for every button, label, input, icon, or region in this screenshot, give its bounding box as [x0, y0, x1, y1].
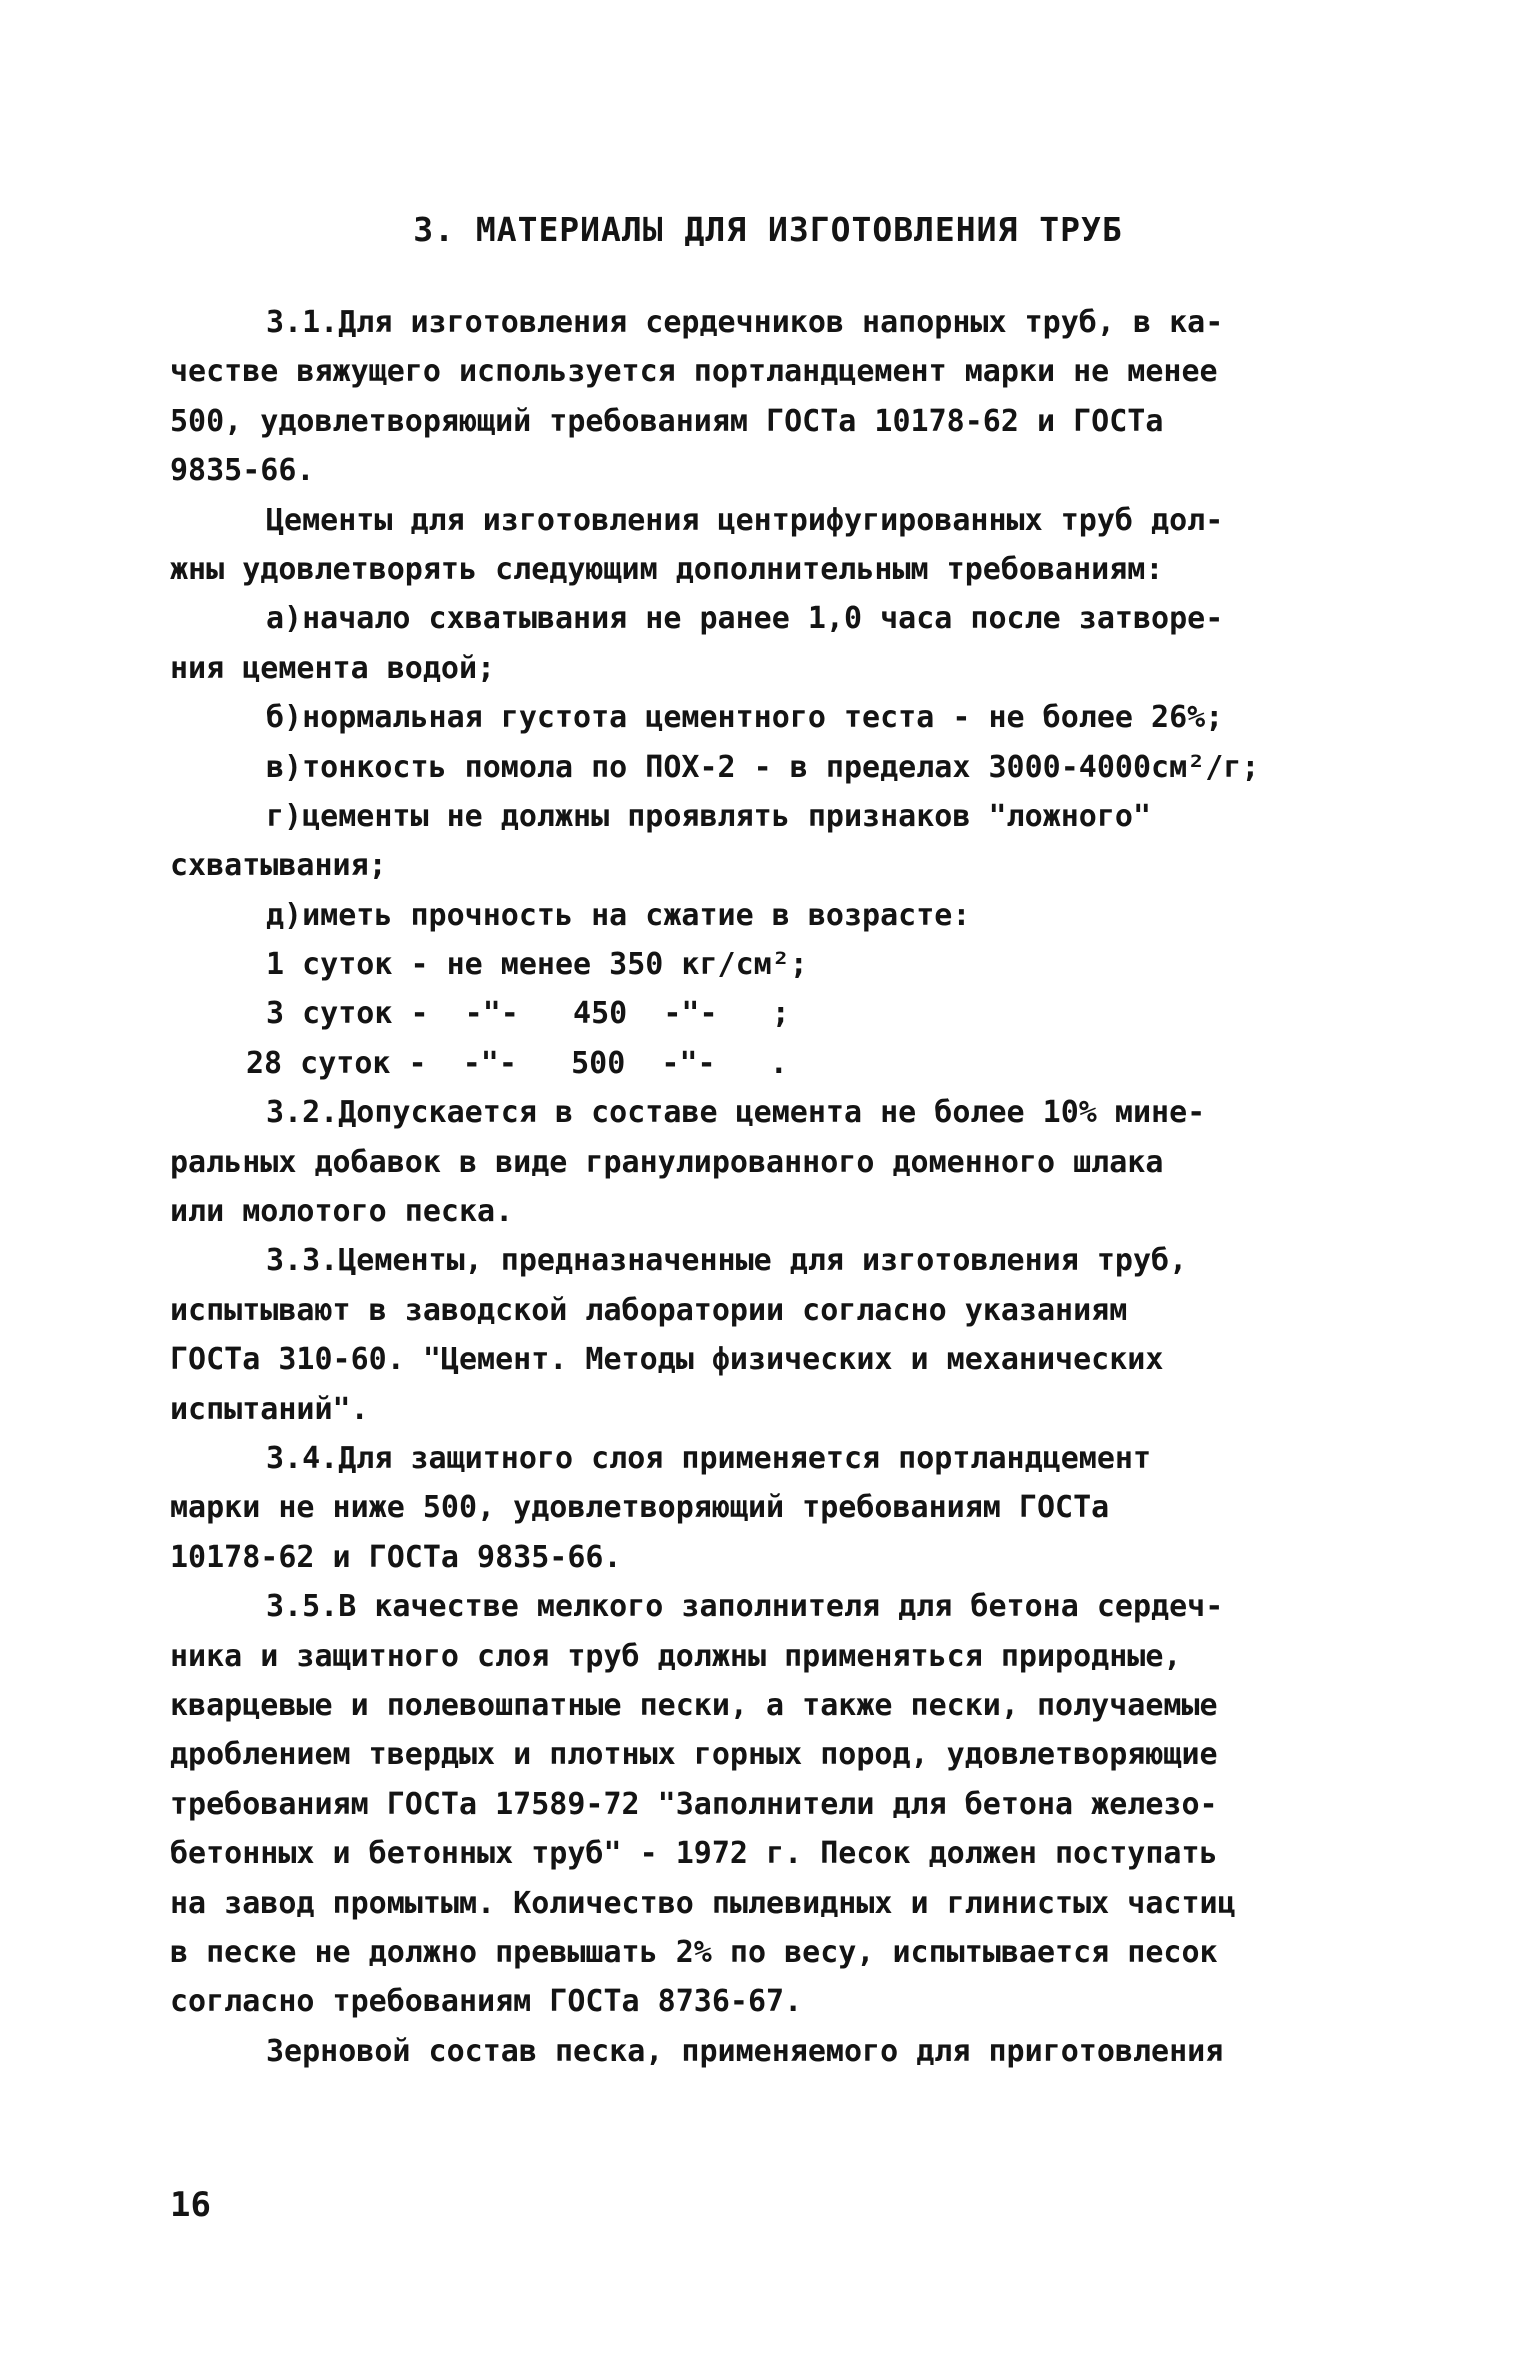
text-line: в песке не должно превышать 2% по весу, испытывается песок — [170, 1934, 1218, 1970]
text-line: 3.3.Цементы, предназначенные для изготовления труб, — [266, 1243, 1188, 1279]
body-text — [170, 298, 1370, 2076]
text-line: а)начало схватывания не ранее 1,0 часа после затворе- — [266, 601, 1224, 637]
page-number: 16 — [170, 2185, 211, 2225]
text-line: Цементы для изготовления центрифугированных труб дол- — [266, 502, 1224, 538]
text-line: схватывания; — [170, 848, 387, 884]
section-title: 3. МАТЕРИАЛЫ ДЛЯ ИЗГОТОВЛЕНИЯ ТРУБ — [413, 210, 1123, 249]
text-line: испытаний". — [170, 1391, 369, 1427]
text-line: или молотого песка. — [170, 1194, 514, 1230]
text-line: ральных добавок в виде гранулированного доменного шлака — [170, 1144, 1164, 1180]
text-line: 1 суток - не менее 350 кг/см²; — [266, 947, 808, 983]
text-line: в)тонкость помола по ПОХ-2 - в пределах 3000-4000см²/г; — [266, 749, 1260, 785]
text-line: 3 суток - -"- 450 -"- ; — [266, 996, 790, 1032]
text-line: ния цемента водой; — [170, 650, 496, 686]
text-line: марки не ниже 500, удовлетворяющий требованиям ГОСТа — [170, 1490, 1110, 1526]
text-line: дроблением твердых и плотных горных пород, удовлетворяющие — [170, 1737, 1218, 1773]
text-line: 9835-66. — [170, 453, 315, 489]
text-line: 3.5.В качестве мелкого заполнителя для бетона сердеч- — [266, 1589, 1224, 1625]
text-line: д)иметь прочность на сжатие в возрасте: — [266, 897, 971, 933]
text-line: на завод промытым. Количество пылевидных и глинистых частиц — [170, 1885, 1236, 1921]
text-line: Зерновой состав песка, применяемого для приготовления — [266, 2033, 1224, 2069]
text-line: б)нормальная густота цементного теста - не более 26%; — [266, 700, 1224, 736]
text-line: 10178-62 и ГОСТа 9835-66. — [170, 1539, 622, 1575]
text-line: испытывают в заводской лаборатории согласно указаниям — [170, 1292, 1128, 1328]
text-line: честве вяжущего используется портландцемент марки не менее — [170, 354, 1218, 390]
text-line: бетонных и бетонных труб" - 1972 г. Песок должен поступать — [170, 1836, 1218, 1872]
text-line: г)цементы не должны проявлять признаков "ложного" — [266, 798, 1152, 834]
text-line: 28 суток - -"- 500 -"- . — [246, 1045, 788, 1081]
text-line: 500, удовлетворяющий требованиям ГОСТа 10178-62 и ГОСТа — [170, 403, 1164, 439]
text-line: 3.4.Для защитного слоя применяется портландцемент — [266, 1440, 1152, 1476]
text-line: ГОСТа 310-60. "Цемент. Методы физических и механических — [170, 1342, 1164, 1378]
text-line: ника и защитного слоя труб должны применяться природные, — [170, 1638, 1182, 1674]
text-line: кварцевые и полевошпатные пески, а также пески, получаемые — [170, 1687, 1218, 1723]
text-line: требованиям ГОСТа 17589-72 "Заполнители для бетона железо- — [170, 1786, 1218, 1822]
text-line: 3.1.Для изготовления сердечников напорных труб, в ка- — [266, 305, 1224, 340]
text-line: жны удовлетворять следующим дополнительным требованиям: — [170, 551, 1164, 587]
text-line: согласно требованиям ГОСТа 8736-67. — [170, 1984, 803, 2020]
text-line: 3.2.Допускается в составе цемента не более 10% мине- — [266, 1095, 1206, 1131]
